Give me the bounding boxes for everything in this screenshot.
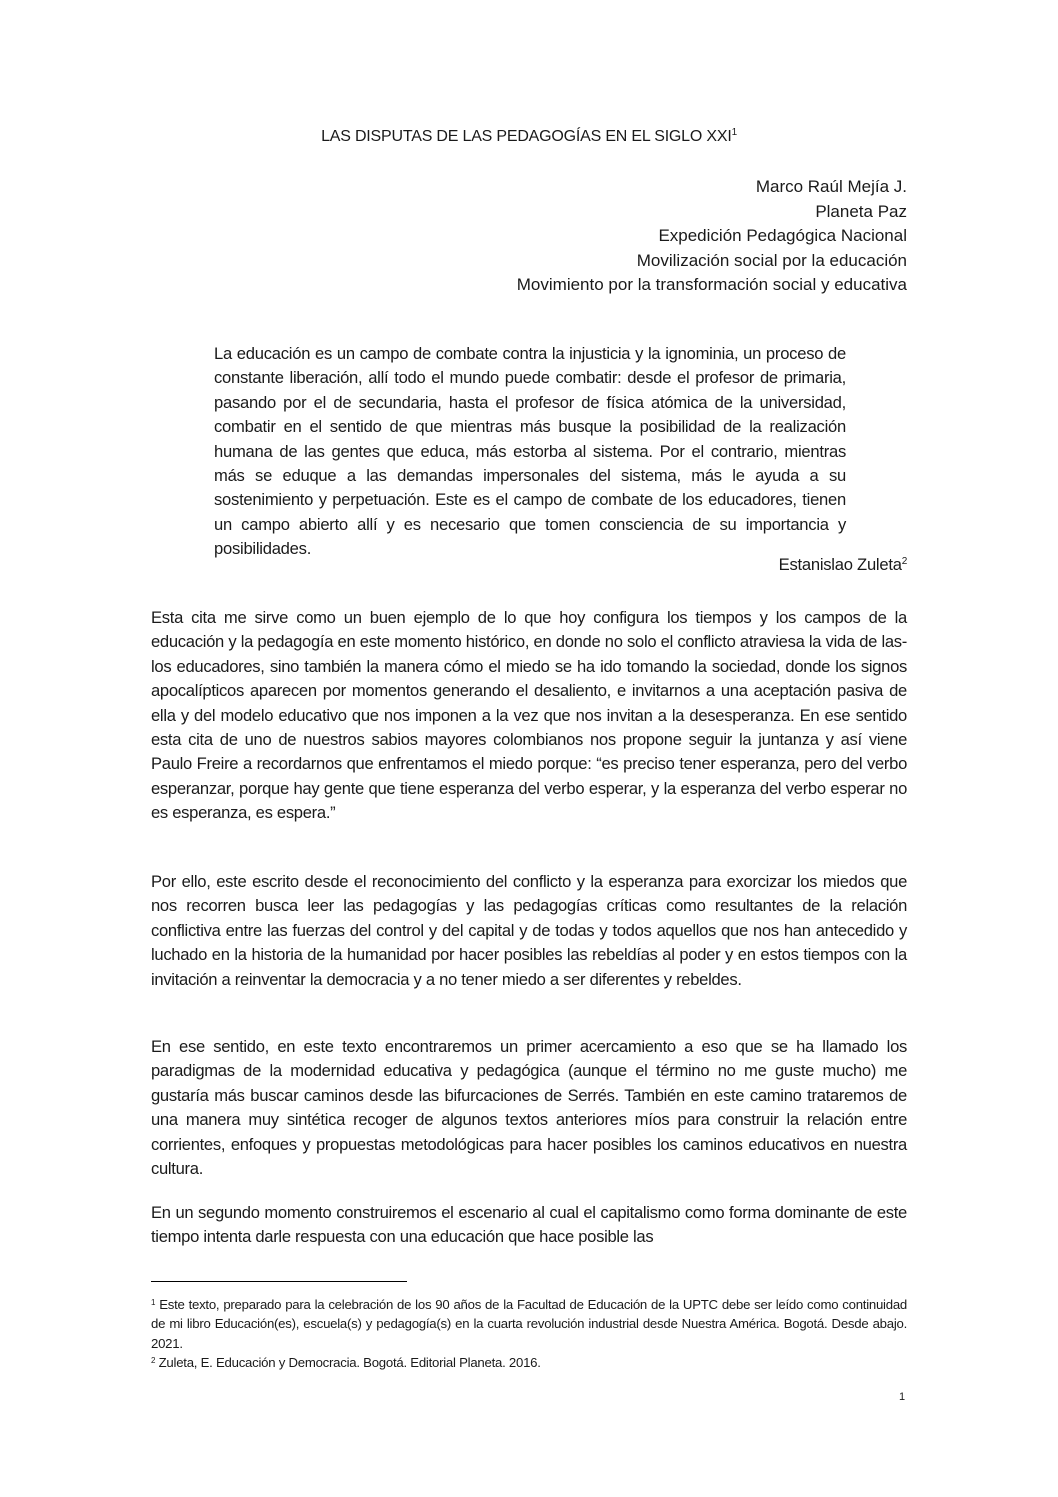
body-paragraph: En un segundo momento construiremos el escenario al cual el capitalismo como forma dominante de este tiempo intenta darle respuesta con una educación que hace posible las: [151, 1203, 907, 1247]
epigraph-author: [779, 555, 907, 575]
affiliation: Movimiento por la transformación social y educativa: [516, 275, 907, 294]
footnote-separator: [151, 1281, 407, 1282]
footnote-text: Este texto, preparado para la celebración de los 90 años de la Facultad de Educación de la UPTC debe ser leído como continuidad de mi libro Educación(es), escuela(s) y pedagogía(s) en la cuarta revolución industrial desde Nuestra América. Bogotá. Desde abajo. 2021.: [151, 1297, 907, 1351]
affiliation: Expedición Pedagógica Nacional: [658, 226, 907, 245]
epigraph-quote: La educación es un campo de combate contra la injusticia y la ignominia, un proceso de constante liberación, allí todo el mundo puede combatir: desde el profesor de primaria, pasando por el de secundaria, hasta el profesor de física atómica de la universidad, combatir en el sentido de que mientras más busque la posibilidad de la realización humana de las gentes que educa, más estorba al sistema. Por el contrario, mientras más se eduque a las demandas impersonales del sistema, más le ayuda a su sostenimiento y perpetuación. Este es el campo de combate de los educadores, tienen un campo abierto allí y es necesario que tomen consciencia de su importancia y posibilidades.: [214, 344, 846, 559]
page-number: 1: [899, 1391, 906, 1403]
body-paragraph: Por ello, este escrito desde el reconocimiento del conflicto y la esperanza para exorcizar los miedos que nos recorren busca leer las pedagogías y las pedagogías críticas como resultantes de la relación conflictiva entre las fuerzas del control y del capital y de todas y todos aquellos que nos han antecedido y luchado en la historia de la humanidad por hacer posibles las rebeldías al poder y en estos tiempos con la invitación a reinventar la democracia y a no tener miedo a ser diferentes y rebeldes.: [151, 872, 907, 989]
footnote-ref: 2: [151, 1355, 156, 1365]
affiliation: Movilización social por la educación: [636, 250, 907, 270]
author-name: Marco Raúl Mejía J.: [755, 177, 907, 196]
footnote: [151, 1353, 907, 1372]
body-paragraph: Esta cita me sirve como un buen ejemplo de lo que hoy configura los tiempos y los campos de la educación y la pedagogía en este momento histórico, en donde no solo el conflicto atraviesa la vida de las-los educadores, sino también la manera cómo el miedo se ha ido tomando la sociedad, donde los signos apocalípticos aparecen por momentos generando el desaliento, e invitarnos a una aceptación pasiva de ella y del modelo educativo que nos imponen a la vez que nos invitan a la desesperanza. En ese sentido esta cita de uno de nuestros sabios mayores colombianos nos propone seguir la juntanza y así viene Paulo Freire a recordarnos que enfrentamos el miedo porque: “es preciso tener esperanza, pero del verbo esperanzar, porque hay gente que tiene esperanza del verbo esperar, y la esperanza del verbo esperar no es esperanza, es espera.”: [151, 608, 907, 823]
title-footnote-ref: 1: [731, 127, 737, 138]
affiliation: Planeta Paz: [815, 201, 907, 221]
footnote: [151, 1295, 907, 1353]
title-text: LAS DISPUTAS DE LAS PEDAGOGÍAS EN EL SIGLO XXI: [321, 128, 732, 145]
author-affiliations: [517, 175, 907, 298]
footnote-text: Zuleta, E. Educación y Democracia. Bogotá. Editorial Planeta. 2016.: [158, 1354, 541, 1370]
footnotes: [151, 1295, 907, 1372]
document-title: [0, 128, 1058, 146]
body-paragraph: En ese sentido, en este texto encontraremos un primer acercamiento a eso que se ha llamado los paradigmas de la modernidad educativa y pedagógica (aunque el término no me guste mucho) me gustaría más buscar caminos desde las bifurcaciones de Serrés. También en este camino trataremos de una manera muy sintética recoger de algunos textos anteriores míos para construir la relación entre corrientes, enfoques y propuestas metodológicas para hacer posibles los caminos educativos en nuestra cultura.: [151, 1037, 907, 1179]
footnote-ref: 1: [151, 1298, 156, 1307]
epigraph-footnote-ref: 2: [901, 556, 907, 567]
epigraph-author-name: Estanislao Zuleta: [778, 555, 902, 574]
